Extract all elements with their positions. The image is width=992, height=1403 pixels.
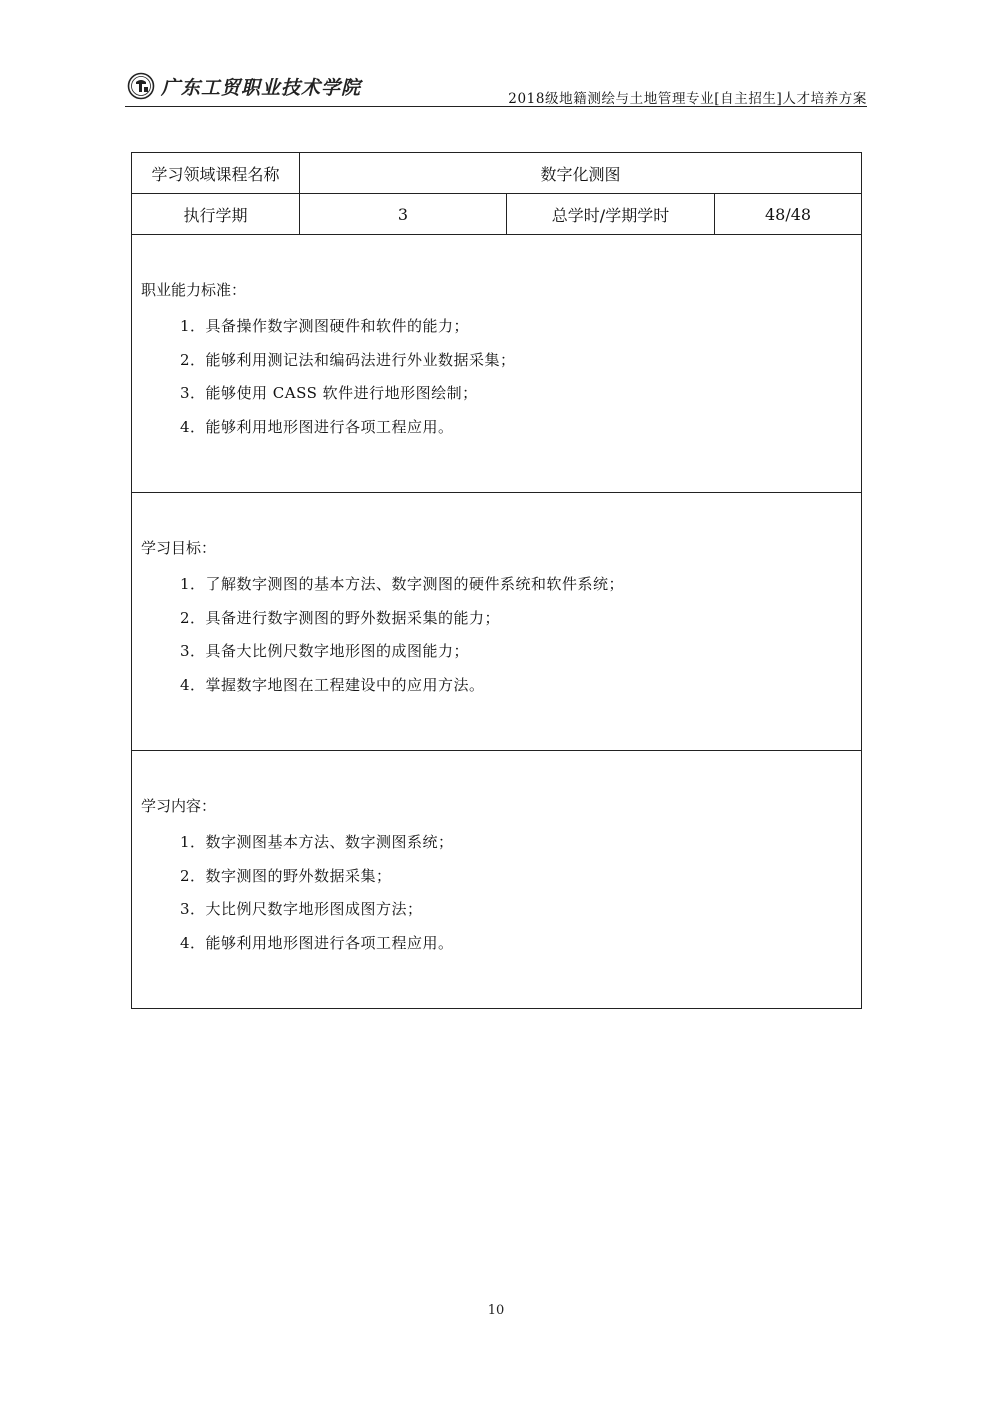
section-title: 学习内容： xyxy=(141,797,217,815)
school-logo-text: 广东工贸职业技术学院 xyxy=(161,76,362,99)
list-item: 1．数字测图基本方法、数字测图系统； xyxy=(180,833,454,851)
section-list xyxy=(141,310,861,444)
list-item: 1．了解数字测图的基本方法、数字测图的硬件系统和软件系统； xyxy=(180,575,625,593)
list-item: 4．能够利用地形图进行各项工程应用。 xyxy=(180,417,454,436)
semester-label: 执行学期 xyxy=(132,194,300,235)
semester-value: 3 xyxy=(300,194,507,235)
page-number: 10 xyxy=(487,1303,505,1318)
hours-value: 48/48 xyxy=(715,194,862,235)
list-item: 4．掌握数字地图在工程建设中的应用方法。 xyxy=(180,675,485,694)
section-objectives xyxy=(132,493,862,751)
list-item: 2．数字测图的野外数据采集； xyxy=(180,866,392,885)
section-title: 学习目标： xyxy=(141,539,217,557)
school-logo xyxy=(127,72,361,100)
course-meta-row xyxy=(132,194,862,235)
section-competency xyxy=(132,235,862,493)
list-item: 2．具备进行数字测图的野外数据采集的能力； xyxy=(180,608,501,627)
school-emblem-icon xyxy=(127,72,155,100)
list-item: 4．能够利用地形图进行各项工程应用。 xyxy=(180,933,454,952)
hours-label: 总学时/学期学时 xyxy=(507,194,715,235)
list-item: 1．具备操作数字测图硬件和软件的能力； xyxy=(180,317,470,335)
document-title: 2018级地籍测绘与土地管理专业[自主招生]人才培养方案 xyxy=(508,91,867,107)
list-item: 2．能够利用测记法和编码法进行外业数据采集； xyxy=(180,350,516,369)
list-item: 3．具备大比例尺数字地形图的成图能力； xyxy=(180,642,470,660)
page-header xyxy=(125,68,867,107)
section-list xyxy=(141,826,861,960)
course-table xyxy=(131,152,862,1009)
section-title: 职业能力标准： xyxy=(141,281,247,299)
course-name-row xyxy=(132,153,862,194)
section-content xyxy=(132,751,862,1009)
list-item: 3．大比例尺数字地形图成图方法； xyxy=(180,900,423,918)
list-item: 3．能够使用 CASS 软件进行地形图绘制； xyxy=(180,384,478,402)
course-name-value: 数字化测图 xyxy=(300,153,862,194)
course-name-label: 学习领域课程名称 xyxy=(132,153,300,194)
section-list xyxy=(141,568,861,702)
